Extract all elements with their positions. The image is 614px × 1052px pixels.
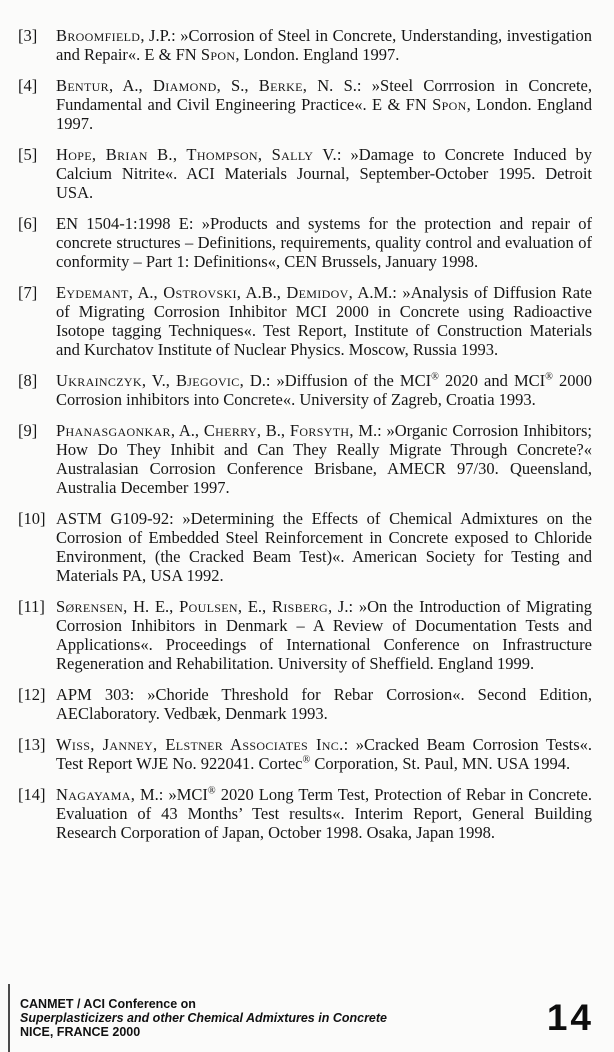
reference-item xyxy=(18,76,592,133)
reference-text-segment: , S., xyxy=(216,76,259,95)
author-smallcaps: Broomfield xyxy=(56,26,141,45)
reference-text xyxy=(56,76,592,133)
reference-text xyxy=(56,283,592,359)
reference-text-segment: , M.: »Organic Corrosion Inhibitors; How Do They Inhibit and Can They Really Migrate Through Concrete?« Australasian Corrosion Conference Brisbane, AMECR 97/30. Queensland, Australia December 1997. xyxy=(56,421,592,497)
reference-item xyxy=(18,371,592,409)
reference-text-segment: , A., xyxy=(108,76,154,95)
author-smallcaps: Bentur xyxy=(56,76,109,95)
scan-artifact-line xyxy=(8,984,10,1052)
reference-text-segment: , J.: »On the Introduction of Migrating Corrosion Inhibitors in Denmark – A Review of Documentation Tests and Applications«. Proceedings of International Conference on Infrastructure Regeneration and Rehabilitation. University of Sheffield. England 1999. xyxy=(56,597,592,673)
author-smallcaps: Spon xyxy=(432,95,467,114)
reference-number: [9] xyxy=(18,421,38,440)
reference-text xyxy=(56,26,592,64)
author-smallcaps: Bjegovic xyxy=(175,371,240,390)
reference-item xyxy=(18,214,592,271)
registered-trademark-symbol: ® xyxy=(207,785,216,797)
footer-conference-line: CANMET / ACI Conference on xyxy=(20,997,196,1011)
reference-text xyxy=(56,597,592,673)
reference-number: [10] xyxy=(18,509,46,528)
reference-number: [7] xyxy=(18,283,38,302)
reference-item xyxy=(18,421,592,497)
reference-text xyxy=(56,785,592,842)
reference-text-segment: EN 1504-1:1998 E: »Products and systems for the protection and repair of concrete structures – Definitions, requirements, quality control and evaluation of conformity – Part 1: Definitions«, CEN Brussels, January 1998. xyxy=(56,214,592,271)
author-smallcaps: Berke xyxy=(258,76,303,95)
author-smallcaps: Phanasgaonkar xyxy=(56,421,171,440)
reference-number: [6] xyxy=(18,214,38,233)
reference-number: [3] xyxy=(18,26,38,45)
reference-text-segment: , M.: »MCI xyxy=(130,785,208,804)
reference-item xyxy=(18,685,592,723)
reference-text xyxy=(56,509,592,585)
author-smallcaps: Risberg xyxy=(272,597,328,616)
reference-text-segment: ASTM G109-92: »Determining the Effects of Chemical Admixtures on the Corrosion of Embedded Steel Reinforcement in Concrete exposed to Chloride Environment, (the Cracked Beam Test)«. American Society for Testing and Materials PA, USA 1992. xyxy=(56,509,592,585)
author-smallcaps: Eydemant xyxy=(56,283,129,302)
author-smallcaps: Spon xyxy=(200,45,236,64)
reference-text-segment: 2020 Long Term Test, Protection of Rebar in Concrete. Evaluation of 43 Months’ Test results«. Interim Report, General Building Research Corporation of Japan, October 1998. Osaka, Japan 1998. xyxy=(56,785,592,842)
registered-trademark-symbol: ® xyxy=(431,371,439,383)
author-smallcaps: Sørensen xyxy=(56,597,124,616)
reference-item xyxy=(18,785,592,842)
reference-number: [5] xyxy=(18,145,38,164)
reference-text-segment: , A., xyxy=(128,283,164,302)
reference-item xyxy=(18,597,592,673)
reference-number: [11] xyxy=(18,597,45,616)
author-smallcaps: Wiss, Janney, Elstner Associates Inc. xyxy=(56,735,344,754)
reference-text-segment: 2020 and MCI xyxy=(438,371,546,390)
reference-item xyxy=(18,283,592,359)
author-smallcaps: Ostrovski xyxy=(163,283,237,302)
reference-number: [4] xyxy=(18,76,38,95)
reference-text-segment: 2000 Corrosion inhibitors into Concrete«. University of Zagreb, Croatia 1993. xyxy=(56,371,592,409)
reference-text-segment: , J.P.: »Corrosion of Steel in Concrete, Understanding, investigation and Repair«. E & FN xyxy=(56,26,592,64)
reference-text-segment: : »Damage to Concrete Induced by Calcium Nitrite«. ACI Materials Journal, September-October 1995. Detroit USA. xyxy=(56,145,592,202)
reference-list xyxy=(18,26,592,854)
reference-text-segment: , London. England 1997. xyxy=(235,45,400,64)
author-smallcaps: Cherry xyxy=(203,421,257,440)
page-footer xyxy=(20,997,387,1039)
reference-text-segment: , D.: »Diffusion of the MCI xyxy=(239,371,432,390)
reference-text-segment: , N. S.: »Steel Corrrosion in Concrete, Fundamental and Civil Engineering Practice«. E & FN xyxy=(56,76,592,114)
reference-text-segment: , London. England 1997. xyxy=(56,95,592,133)
registered-trademark-symbol: ® xyxy=(302,754,311,766)
reference-text xyxy=(56,421,592,497)
reference-text-segment: APM 303: »Choride Threshold for Rebar Corrosion«. Second Edition, AEClaboratory. Vedbæk, Denmark 1993. xyxy=(56,685,592,723)
reference-item xyxy=(18,509,592,585)
author-smallcaps: Ukrainczyk xyxy=(56,371,142,390)
reference-item xyxy=(18,145,592,202)
reference-text-segment: Corporation, St. Paul, MN. USA 1994. xyxy=(310,754,571,773)
author-smallcaps: Nagayama xyxy=(56,785,131,804)
reference-item xyxy=(18,735,592,773)
reference-text-segment: , V., xyxy=(141,371,176,390)
reference-text xyxy=(56,735,592,773)
page-number: 14 xyxy=(546,997,594,1038)
reference-text-segment: , A.M.: »Analysis of Diffusion Rate of Migrating Corrosion Inhibitor MCI 2000 in Concrete using Radioactive Isotope tagging Techniques«. Test Report, Institute of Construction Materials and Kurchatov Institute of Nuclear Physics. Moscow, Russia 1993. xyxy=(56,283,592,359)
reference-text-segment: , H. E., xyxy=(123,597,180,616)
author-smallcaps: Diamond xyxy=(153,76,217,95)
reference-text xyxy=(56,371,592,409)
reference-item xyxy=(18,26,592,64)
reference-text-segment: , E., xyxy=(237,597,272,616)
author-smallcaps: Poulsen xyxy=(179,597,238,616)
reference-number: [14] xyxy=(18,785,46,804)
reference-text-segment: , A.B., xyxy=(236,283,287,302)
reference-text xyxy=(56,214,592,271)
author-smallcaps: Demidov xyxy=(286,283,349,302)
footer-location-line: NICE, FRANCE 2000 xyxy=(20,1025,141,1039)
reference-number: [12] xyxy=(18,685,46,704)
reference-number: [8] xyxy=(18,371,38,390)
reference-text-segment: , B., xyxy=(256,421,290,440)
reference-text xyxy=(56,145,592,202)
footer-title-line: Superplasticizers and other Chemical Admixtures in Concrete xyxy=(20,1011,387,1025)
reference-text-segment: : »Cracked Beam Corrosion Tests«. Test Report WJE No. 922041. Cortec xyxy=(56,735,593,773)
reference-text-segment: , A., xyxy=(170,421,204,440)
reference-number: [13] xyxy=(18,735,46,754)
registered-trademark-symbol: ® xyxy=(545,371,553,383)
reference-text xyxy=(56,685,592,723)
author-smallcaps: Hope, Brian B., Thompson, Sally V. xyxy=(56,145,337,164)
author-smallcaps: Forsyth xyxy=(289,421,350,440)
